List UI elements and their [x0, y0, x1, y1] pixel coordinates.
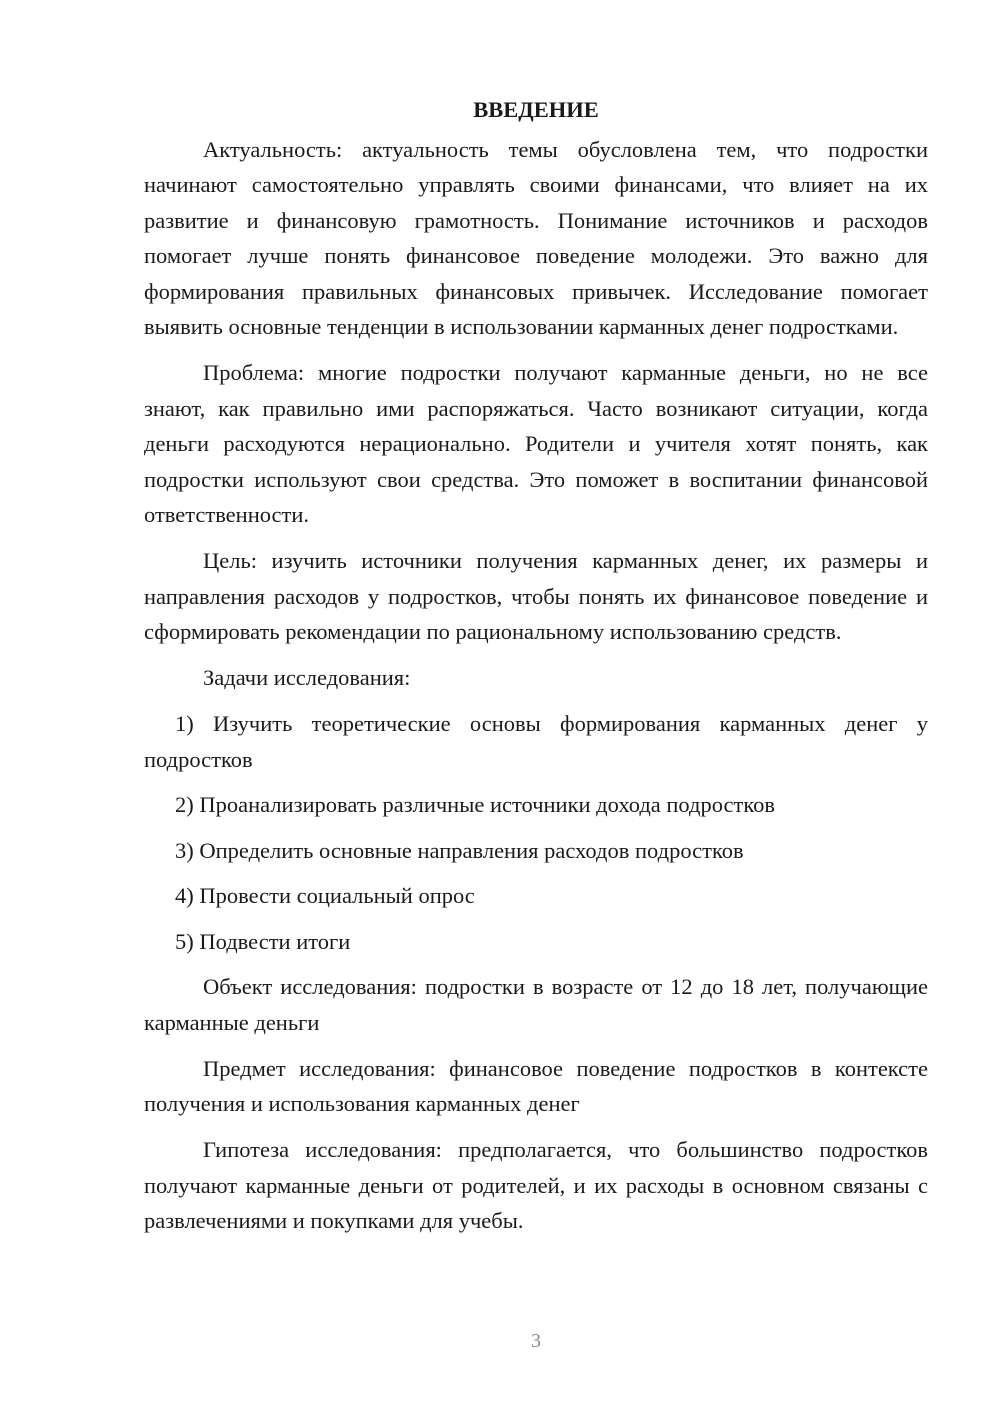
document-page: [144, 92, 928, 1249]
paragraph-relevance: Актуальность: актуальность темы обусловлена тем, что подростки начинают самостоятельно управлять своими финансами, что влияет на их развитие и финансовую грамотность. Понимание источников и расходов помогает лучше понять финансовое поведение молодежи. Это важно для формирования правильных финансовых привычек. Исследование помогает выявить основные тенденции в использовании карманных денег подростками.: [144, 136, 928, 339]
page-number: 3: [531, 1330, 541, 1352]
paragraph-goal: Цель: изучить источники получения карманных денег, их размеры и направления расходов у подростков, чтобы понять их финансовое поведение и сформировать рекомендации по рациональному использованию средств.: [144, 548, 928, 644]
task-item: 4) Провести социальный опрос: [175, 883, 475, 908]
paragraph-problem: Проблема: многие подростки получают карманные деньги, но не все знают, как правильно ими распоряжаться. Часто возникают ситуации, когда деньги расходуются нерационально. Родители и учителя хотят понять, как подростки используют свои средства. Это поможет в воспитании финансовой ответственности.: [144, 360, 928, 527]
paragraph-subject: Предмет исследования: финансовое поведение подростков в контексте получения и использования карманных денег: [144, 1055, 928, 1116]
task-item: 1) Изучить теоретические основы формирования карманных денег у подростков: [144, 711, 928, 772]
tasks-heading: Задачи исследования:: [203, 665, 411, 690]
tasks-list: [144, 706, 928, 959]
task-item: 3) Определить основные направления расходов подростков: [175, 837, 744, 863]
paragraph-object: Объект исследования: подростки в возрасте от 12 до 18 лет, получающие карманные деньги: [144, 974, 928, 1035]
paragraph-hypothesis: Гипотеза исследования: предполагается, что большинство подростков получают карманные деньги от родителей, и их расходы в основном связаны с развлечениями и покупками для учебы.: [144, 1137, 928, 1233]
task-item: 5) Подвести итоги: [175, 928, 351, 954]
document-title: ВВЕДЕНИЕ: [473, 97, 599, 122]
task-item: 2) Проанализировать различные источники дохода подростков: [175, 792, 776, 817]
